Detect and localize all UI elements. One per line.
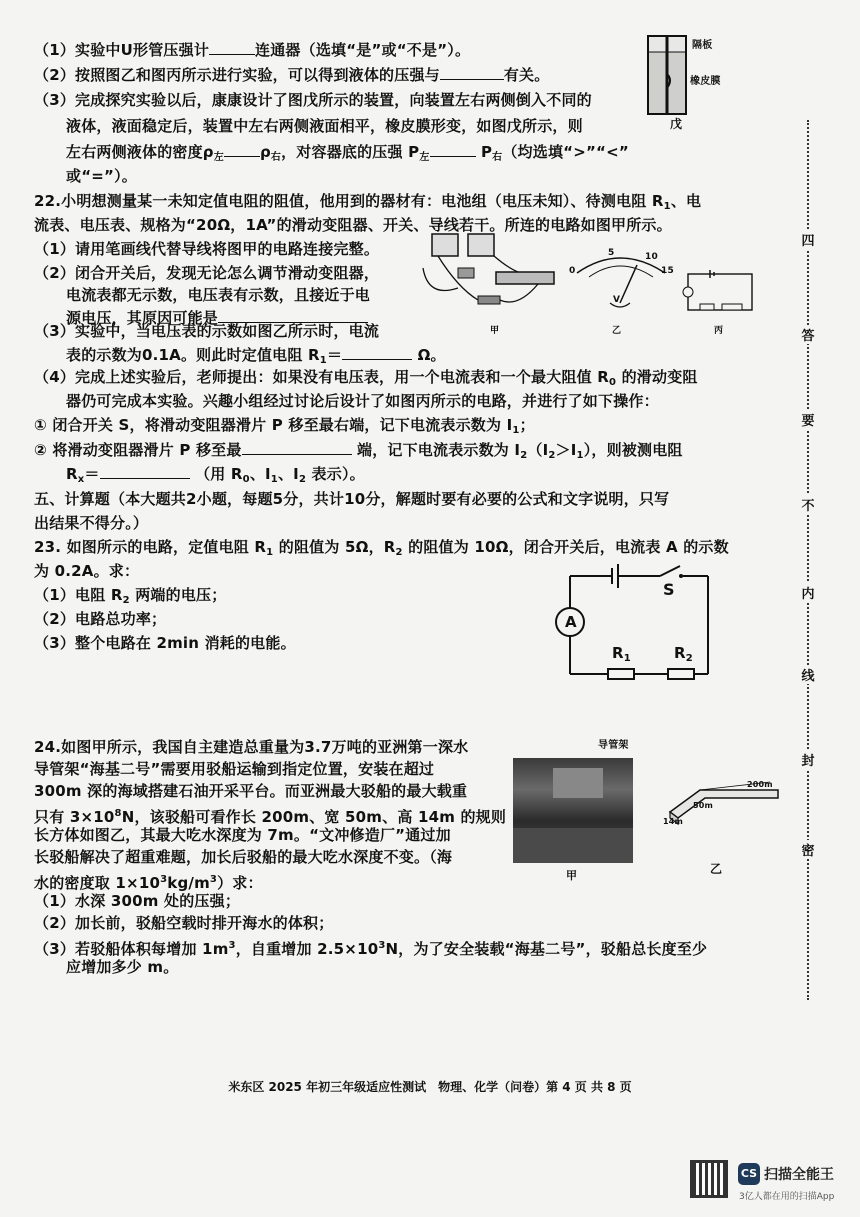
q24-line2: 导管架“海基二号”需要用驳船运输到指定位置，安装在超过 — [34, 760, 435, 778]
q24-line5: 长方体如图乙，其最大吃水深度为 7m。“文冲修造厂”通过加 — [34, 826, 451, 844]
fig-caption-bing: 丙 — [714, 326, 724, 336]
q22-part2c: 源电压，其原因可能是 — [66, 308, 368, 328]
dim-label-200: 200m — [747, 780, 773, 789]
q21-line5: 左右两侧液体的密度$\rho_左$ $\rho_右$，对容器底的压强 $P_左$ $P_右$（均选填“>”“<” — [66, 143, 629, 163]
answer-blank — [440, 65, 504, 80]
camscanner-name: 扫描全能王 — [764, 1167, 834, 1183]
q24-part2: （2）加长前，驳船空载时排开海水的体积； — [34, 914, 334, 932]
q23-part1: （1）电阻 $R_2$ 两端的电压； — [34, 586, 227, 606]
answer-blank — [218, 308, 368, 323]
answer-blank — [242, 440, 352, 455]
q24-part1: （1）水深 300m 处的压强； — [34, 892, 241, 910]
answer-blank — [209, 40, 255, 55]
fig-caption-yi-24: 乙 — [710, 862, 723, 876]
meter-label-v: V — [613, 295, 621, 305]
fig-caption-wu: 戊 — [670, 117, 683, 131]
section5-title-2: 出结果不得分。） — [34, 514, 149, 532]
q24-line7: 水的密度取 $1\times 10^3kg/m^3$）求： — [34, 874, 263, 892]
figure-jia-circuit — [418, 228, 568, 320]
q22-part3b: 表的示数为0.1A。则此时定值电阻 $R_1= \Omega$。 — [66, 346, 446, 366]
q22-part1: （1）请用笔画线代替导线将图甲的电路连接完整。 — [34, 240, 380, 258]
q22-part4b: 器仍可完成本实验。兴趣小组经过讨论后设计了如图丙所示的电路，并进行了如下操作： — [66, 392, 659, 410]
fig-caption-yi: 乙 — [612, 326, 622, 336]
fig-label-r1: $R_1$ — [612, 644, 631, 664]
answer-blank — [224, 142, 260, 157]
q22-step3: $R_x=$ （用 $R_0$、$I_1$、$I_2$ 表示）。 — [66, 465, 365, 485]
q24-line4: 只有 $3\times 10^8N$，该驳船可看作长 200m、宽 50m、高 14m 的规则 — [34, 808, 507, 826]
meter-label-15: 15 — [661, 266, 674, 276]
qr-code-icon — [690, 1160, 728, 1198]
q24-line3: 300m 深的海域搭建石油开采平台。而亚洲最大驳船的最大载重 — [34, 782, 468, 800]
meter-label-0: 0 — [569, 266, 576, 276]
side-char: 封 — [798, 750, 818, 769]
q23-part3: （3）整个电路在 2min 消耗的电能。 — [34, 634, 296, 652]
q22-line2: 流表、电压表、规格为“20Ω，1A”的滑动变阻器、开关、导线若干。所连的电路如图甲所示。 — [34, 216, 672, 234]
q22-line1: 22.小明想测量某一未知定值电阻的阻值，他用到的器材有：电池组（电压未知）、待测电阻 $R_1$、电 — [34, 192, 702, 212]
q24-part4: 应增加多少 m。 — [66, 958, 179, 976]
figure-q23-circuit — [550, 560, 730, 690]
q22-part3a: （3）实验中，当电压表的示数如图乙所示时，电流 — [34, 322, 380, 340]
fig-label-r2: $R_2$ — [674, 644, 693, 664]
side-char: 要 — [798, 410, 818, 429]
meter-label-5: 5 — [608, 248, 615, 258]
dim-label-14: 14m — [663, 817, 684, 826]
section5-title: 五、计算题（本大题共2小题，每题5分，共计10分，解题时要有必要的公式和文字说明，只写 — [34, 490, 670, 508]
page-footer: 米东区 2025 年初三年级适应性测试 物理、化学（问卷）第 4 页 共 8 页 — [228, 1080, 632, 1094]
camscanner-logo-icon: CS — [738, 1163, 760, 1185]
side-char: 答 — [798, 325, 818, 344]
side-char: 密 — [798, 840, 818, 859]
fig-label-partition: 隔板 — [692, 40, 713, 51]
q24-line6: 长驳船解决了超重难题，加长后驳船的最大吃水深度不变。（海 — [34, 848, 453, 866]
q21-line1: （1）实验中U形管压强计 连通器（选填“是”或“不是”）。 — [34, 41, 471, 59]
answer-blank — [430, 142, 476, 157]
q21-line3: （3）完成探究实验以后，康康设计了图戊所示的装置，向装置左右两侧倒入不同的 — [34, 91, 592, 109]
q22-part2a: （2）闭合开关后，发现无论怎么调节滑动变阻器， — [34, 264, 380, 282]
side-char: 四 — [798, 230, 818, 249]
fig-label-a: A — [565, 613, 577, 631]
side-char: 内 — [798, 583, 818, 602]
q21-line2: （2）按照图乙和图丙所示进行实验，可以得到液体的压强与 有关。 — [34, 66, 550, 84]
q21-line4: 液体，液面稳定后，装置中左右两侧液面相平，橡皮膜形变，如图戊所示，则 — [66, 117, 583, 135]
q23-line1: 23. 如图所示的电路，定值电阻 $R_1$ 的阻值为 5Ω，$R_2$ 的阻值为 10Ω，闭合开关后，电流表 A 的示数 — [34, 538, 729, 558]
q22-part2b: 电流表都无示数，电压表有示数，且接近于电 — [66, 286, 371, 304]
fig-label-membrane: 橡皮膜 — [690, 76, 721, 87]
binding-line — [800, 120, 816, 1000]
q22-part4a: （4）完成上述实验后，老师提出：如果没有电压表，用一个电流表和一个最大阻值 $R_0$ 的滑动变阻 — [34, 368, 698, 388]
side-char: 线 — [798, 665, 818, 684]
figure-bing-circuit — [680, 268, 760, 328]
q24-part3: （3）若驳船体积每增加 $1m^3$，自重增加 $2.5\times 10^3N$，为了安全装载“海基二号”，驳船总长度至少 — [34, 940, 708, 958]
fig-caption-jia-24: 甲 — [566, 869, 578, 882]
q24-line1: 24.如图甲所示，我国自主建造总重量为3.7万吨的亚洲第一深水 — [34, 738, 469, 756]
barge-photo — [513, 758, 633, 863]
q21-line6: 或“=”）。 — [66, 167, 137, 185]
q23-line2: 为 0.2A。求： — [34, 562, 140, 580]
fig-label-jacket: 导管架 — [598, 740, 629, 751]
q23-part2: （2）电路总功率； — [34, 610, 167, 628]
dim-label-50: 50m — [693, 801, 714, 810]
fig-label-s: S — [663, 580, 675, 599]
side-char: 不 — [798, 495, 818, 514]
meter-label-10: 10 — [645, 252, 658, 262]
camscanner-tagline: 3亿人都在用的扫描App — [739, 1192, 835, 1202]
dotted-line — [807, 120, 809, 1000]
fig-caption-jia: 甲 — [490, 326, 500, 336]
q22-step1: ① 闭合开关 S，将滑动变阻器滑片 P 移至最右端，记下电流表示数为 $I_1$； — [34, 416, 535, 436]
answer-blank — [100, 464, 190, 479]
answer-blank — [342, 345, 412, 360]
q22-step2: ② 将滑动变阻器滑片 P 移至最 端，记下电流表示数为 $I_2(I_2>I_1)$，则被测电阻 — [34, 441, 683, 461]
